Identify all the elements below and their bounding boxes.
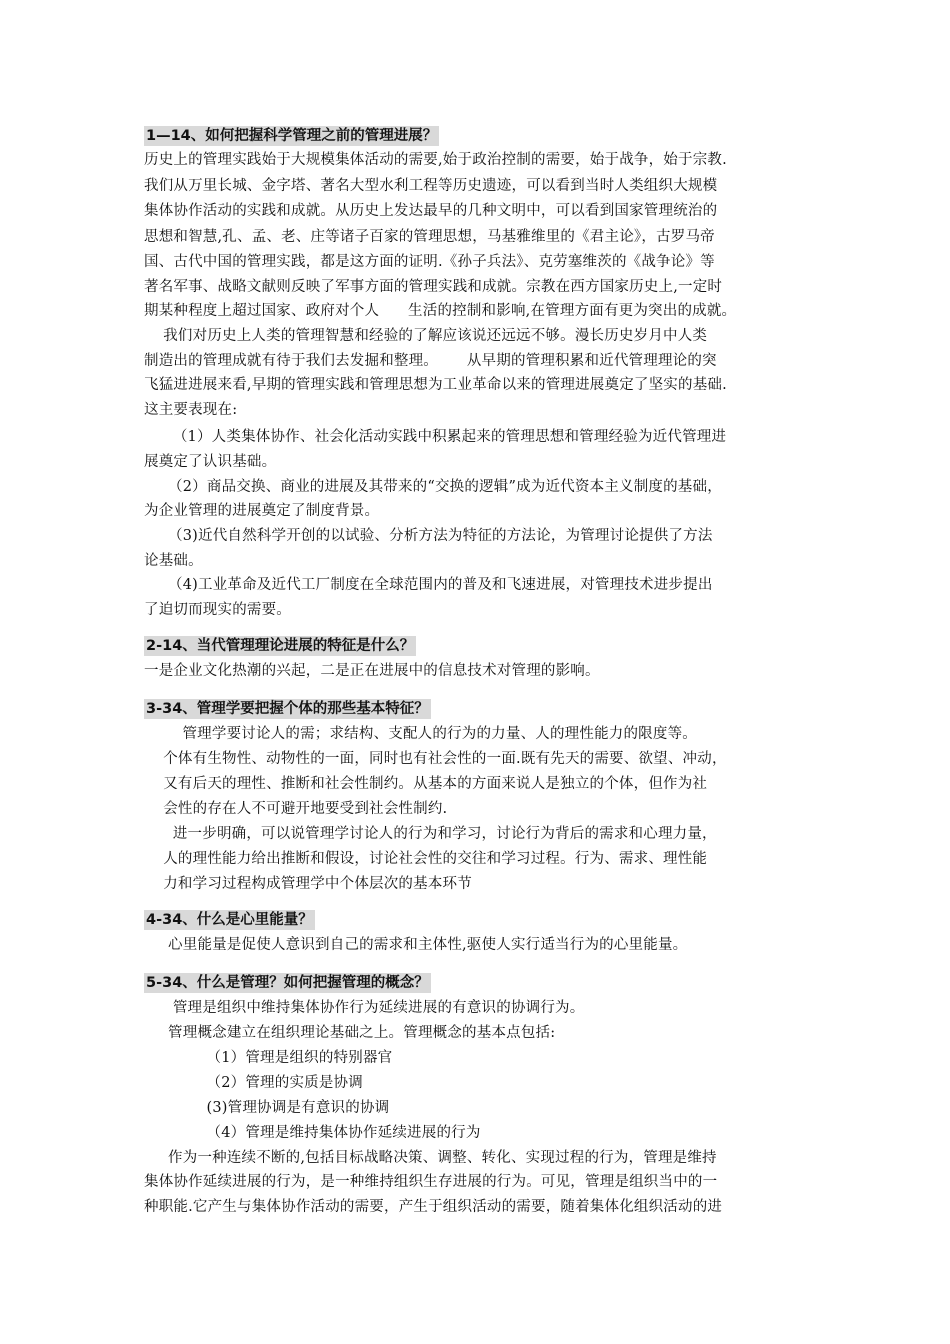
paragraph-line: 管理概念建立在组织理论基础之上。管理概念的基本点包括: — [144, 1025, 556, 1041]
paragraph-line: （2）商品交换、商业的进展及其带来的“交换的逻辑”成为近代资本主义制度的基础， — [144, 479, 722, 495]
paragraph-line: 作为一种连续不断的,包括目标战略决策、调整、转化、实现过程的行为，管理是维持 — [144, 1150, 717, 1166]
paragraph-line: （2）管理的实质是协调 — [144, 1075, 363, 1091]
paragraph-line: （1）管理是组织的特别器官 — [144, 1050, 393, 1066]
paragraph-line: 心里能量是促使人意识到自己的需求和主体性,驱使人实行适当行为的心里能量。 — [144, 937, 688, 953]
paragraph-line: 力和学习过程构成管理学中个体层次的基本环节 — [144, 876, 472, 892]
section-heading: 5-34、什么是管理？如何把握管理的概念？ — [146, 975, 429, 991]
paragraph-line: 国、古代中国的管理实践，都是这方面的证明.《孙子兵法》、克劳塞维茨的《战争论》等 — [144, 254, 715, 270]
paragraph-line: （3)近代自然科学开创的以试验、分析方法为特征的方法论，为管理讨论提供了方法 — [144, 528, 713, 544]
paragraph-line: 集体协作延续进展的行为，是一种维持组织生存进展的行为。可见，管理是组织当中的一 — [144, 1174, 718, 1190]
paragraph-line: 集体协作活动的实践和成就。从历史上发达最早的几种文明中，可以看到国家管理统治的 — [144, 203, 718, 219]
paragraph-line: 管理学要讨论人的需；求结构、支配人的行为的力量、人的理性能力的限度等。 — [144, 726, 697, 742]
paragraph-line: 人的理性能力给出推断和假设，讨论社会性的交往和学习过程。行为、需求、理性能 — [144, 851, 708, 867]
section-heading: 4-34、什么是心里能量？ — [146, 912, 313, 928]
paragraph-line: 制造出的管理成就有待于我们去发掘和整理。 从早期的管理积累和近代管理理论的突 — [144, 353, 717, 369]
paragraph-line: 思想和智慧,孔、孟、老、庄等诸子百家的管理思想，马基雅维里的《君主论》，古罗马帝 — [144, 229, 715, 245]
paragraph-line: 又有后天的理性、推断和社会性制约。从基本的方面来说人是独立的个体，但作为社 — [144, 776, 708, 792]
paragraph-line: 为企业管理的进展奠定了制度背景。 — [144, 503, 380, 519]
paragraph-line: (3)管理协调是有意识的协调 — [144, 1100, 390, 1116]
paragraph-line: 进一步明确，可以说管理学讨论人的行为和学习，讨论行为背后的需求和心理力量， — [144, 826, 717, 842]
paragraph-line: 飞猛进进展来看,早期的管理实践和管理思想为工业革命以来的管理进展奠定了坚实的基础. — [144, 377, 727, 393]
paragraph-line: 展奠定了认识基础。 — [144, 454, 277, 470]
paragraph-line: 种职能.它产生与集体协作活动的需要，产生于组织活动的需要，随着集体化组织活动的进 — [144, 1199, 723, 1215]
paragraph-line: 了迫切而现实的需要。 — [144, 602, 291, 618]
paragraph-line: 管理是组织中维持集体协作行为延续进展的有意识的协调行为。 — [144, 1000, 585, 1016]
paragraph-line: 论基础。 — [144, 553, 203, 569]
paragraph-line: 我们对历史上人类的管理智慧和经验的了解应该说还远远不够。漫长历史岁月中人类 — [144, 328, 708, 344]
section-heading: 2-14、当代管理理论进展的特征是什么？ — [146, 638, 415, 654]
paragraph-line: 我们从万里长城、金字塔、著名大型水利工程等历史遗迹，可以看到当时人类组织大规模 — [144, 178, 718, 194]
paragraph-line: （4）管理是维持集体协作延续进展的行为 — [144, 1125, 481, 1141]
paragraph-line: 著名军事、战略文献则反映了军事方面的管理实践和成就。宗教在西方国家历史上,一定时 — [144, 279, 723, 295]
paragraph-line: 历史上的管理实践始于大规模集体活动的需要,始于政治控制的需要，始于战争，始于宗教. — [144, 152, 727, 168]
paragraph-line: （4)工业革命及近代工厂制度在全球范围内的普及和飞速进展，对管理技术进步提出 — [144, 577, 713, 593]
paragraph-line: 这主要表现在: — [144, 402, 238, 418]
paragraph-line: （1）人类集体协作、社会化活动实践中积累起来的管理思想和管理经验为近代管理进 — [144, 429, 727, 445]
section-heading: 3-34、管理学要把握个体的那些基本特征？ — [146, 701, 429, 717]
paragraph-line: 会性的存在人不可避开地要受到社会性制约. — [144, 801, 448, 817]
paragraph-line: 个体有生物性、动物性的一面，同时也有社会性的一面.既有先天的需要、欲望、冲动， — [144, 751, 727, 767]
paragraph-line: 期某种程度上超过国家、政府对个人 生活的控制和影响,在管理方面有更为突出的成就。 — [144, 303, 737, 319]
paragraph-line: 一是企业文化热潮的兴起，二是正在进展中的信息技术对管理的影响。 — [144, 663, 600, 679]
section-heading: 1—14、如何把握科学管理之前的管理进展？ — [146, 128, 438, 144]
